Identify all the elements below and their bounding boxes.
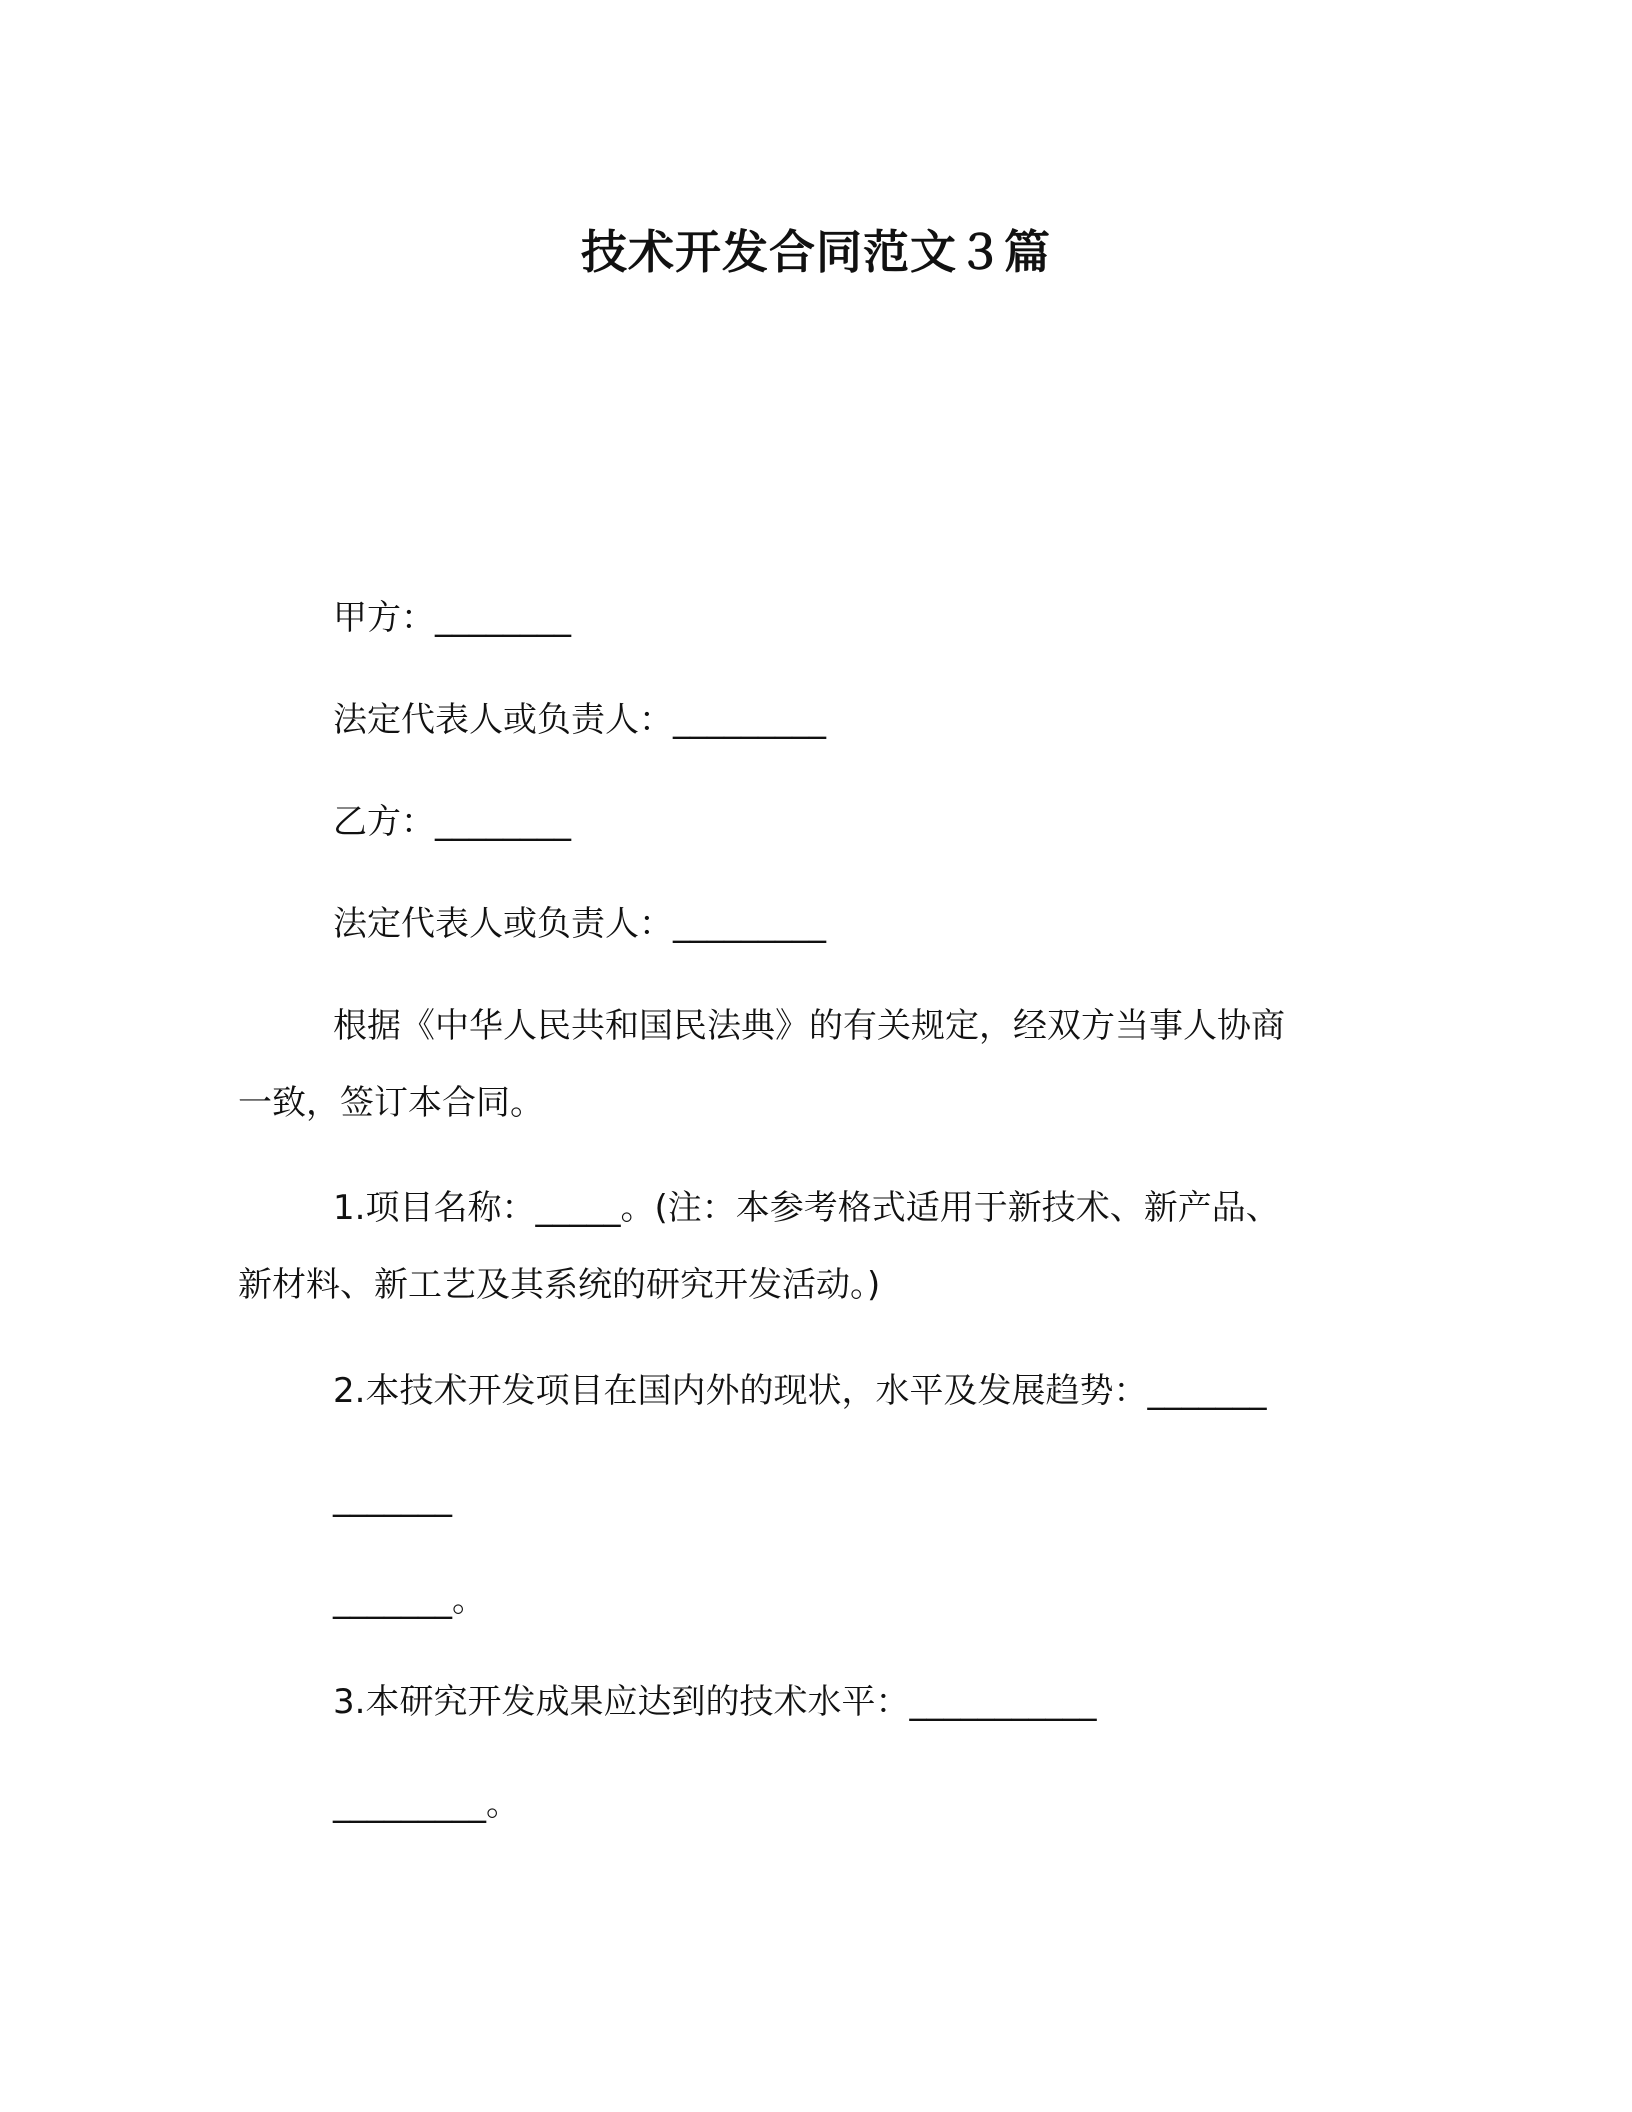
party-a-representative-line: 法定代表人或负责人：_________ [333, 700, 826, 740]
clause-2-line-2: _______ [333, 1478, 452, 1518]
party-b-representative-line: 法定代表人或负责人：_________ [333, 904, 826, 944]
party-a-line: 甲方：________ [333, 598, 571, 638]
preamble-line-1: 根据《中华人民共和国民法典》的有关规定，经双方当事人协商 [333, 1006, 1285, 1046]
document-title: 技术开发合同范文３篇 [581, 225, 1051, 279]
clause-1-line-2: 新材料、新工艺及其系统的研究开发活动。) [238, 1265, 881, 1305]
clause-1-line-1: 1.项目名称：_____。(注：本参考格式适用于新技术、新产品、 [333, 1188, 1280, 1228]
clause-2-line-1: 2.本技术开发项目在国内外的现状，水平及发展趋势：_______ [333, 1371, 1267, 1411]
preamble-line-2: 一致，签订本合同。 [238, 1083, 544, 1123]
clause-3-line-2: _________。 [333, 1784, 520, 1824]
clause-2-line-3: _______。 [333, 1580, 486, 1620]
party-b-line: 乙方：________ [333, 802, 571, 842]
clause-3-line-1: 3.本研究开发成果应达到的技术水平：___________ [333, 1682, 1097, 1722]
